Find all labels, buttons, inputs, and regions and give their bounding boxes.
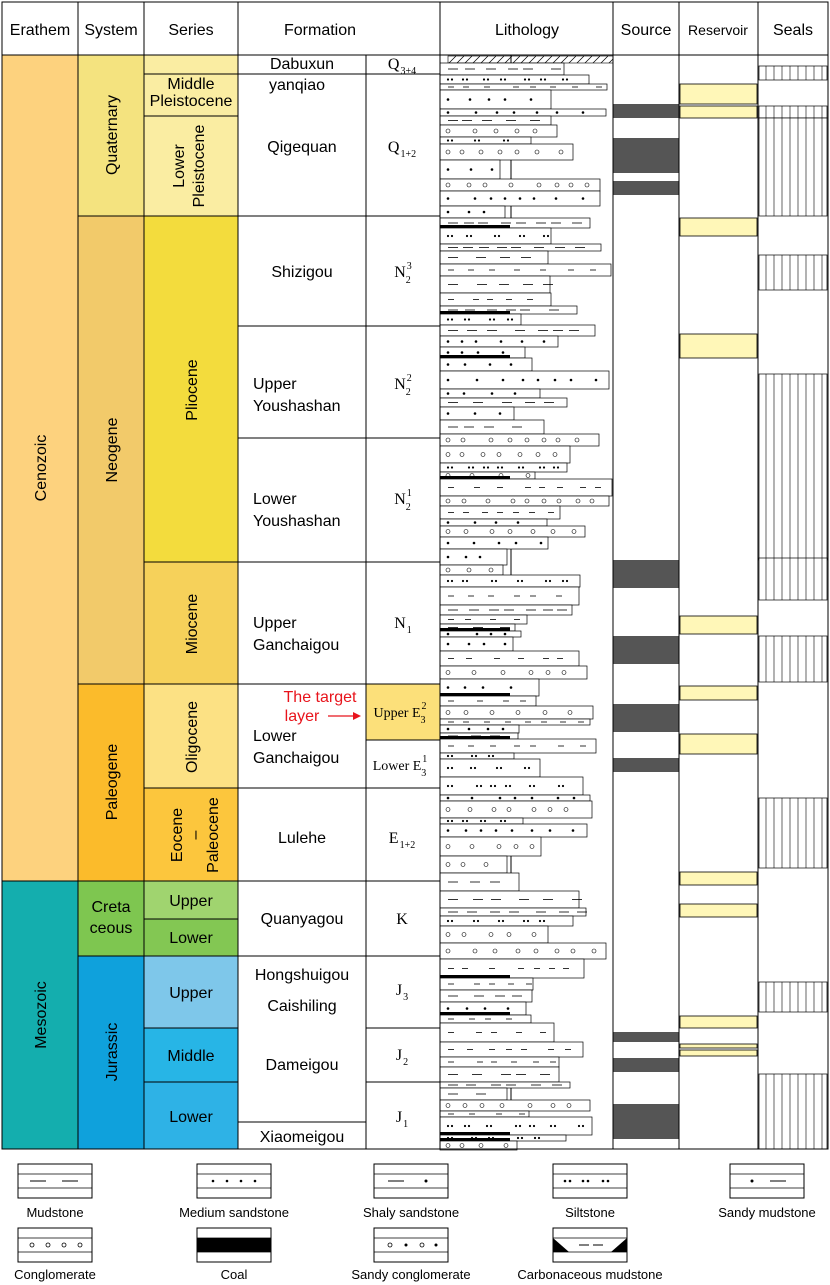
seal-bar [759, 106, 827, 118]
formation-hongshuigou: Hongshuigou [254, 967, 350, 984]
reservoir-intervals [680, 84, 757, 1056]
litho-bed [440, 624, 515, 631]
litho-bed [440, 733, 518, 739]
litho-bed [440, 706, 593, 719]
litho-bed [440, 276, 553, 293]
seal-intervals [759, 66, 827, 1149]
litho-bed [440, 753, 514, 759]
legend-label: Coal [220, 1267, 248, 1282]
series-eocene-paleocene-label: Eocene–Paleocene [169, 797, 222, 873]
legend-item-mud [18, 1164, 92, 1198]
formation-yanqiao: yanqiao [268, 77, 326, 94]
reservoir-bar [680, 334, 757, 358]
litho-hatch [448, 56, 613, 63]
source-rock-intervals [613, 104, 679, 1139]
series-lower-pleistocene-label: Lower Pleistocene [171, 124, 208, 208]
symbol-j1: $J_1$ [395, 1109, 409, 1130]
litho-bed [440, 824, 587, 837]
litho-bed [440, 818, 523, 824]
legend-label: Sandy conglomerate [351, 1267, 471, 1282]
litho-bed [440, 347, 525, 358]
litho-bed [440, 137, 531, 144]
formation-lower-ganchaigou: Lower Ganchaigou [253, 728, 340, 767]
seal-bar [759, 118, 827, 216]
legend-label: Sandy mudstone [718, 1205, 816, 1220]
header-source: Source [620, 22, 672, 39]
coal-seam [440, 1138, 510, 1141]
source-bar [613, 758, 679, 772]
source-bar [613, 104, 679, 118]
symbol-e12: $E_{1+2}$ [388, 830, 416, 851]
system-cretaceous-cell [78, 881, 144, 956]
litho-bed [440, 125, 557, 137]
litho-bed [440, 759, 540, 777]
formation-quanyagou: Quanyagou [260, 911, 344, 928]
lithology-column [440, 55, 613, 1150]
coal-seam [440, 975, 510, 978]
litho-bed [440, 463, 567, 472]
header-erathem: Erathem [9, 22, 71, 39]
legend [14, 1164, 816, 1282]
litho-bed [440, 537, 548, 549]
reservoir-bar [680, 1044, 757, 1048]
series-miocene-label: Miocene [184, 593, 201, 655]
coal-seam [440, 628, 510, 631]
litho-bed [440, 725, 519, 733]
symbol-n22: $N^2$ 2 [394, 373, 412, 398]
series-cret-upper-label: Upper [169, 893, 213, 910]
formation-upper-ganchaigou: Upper Ganchaigou [253, 615, 340, 654]
litho-bed [440, 293, 551, 306]
litho-bed [440, 587, 579, 605]
reservoir-bar [680, 616, 757, 634]
formation-lulehe: Lulehe [277, 830, 327, 847]
legend-item-shaly [374, 1164, 448, 1198]
system-neogene-label: Neogene [104, 417, 121, 483]
litho-bed [440, 631, 521, 637]
symbol-n23: $N^3$ 2 [394, 261, 412, 286]
reservoir-bar [680, 1016, 757, 1028]
series-oligocene-label: Oligocene [184, 700, 201, 774]
system-cretaceous-label: Creta ceous [89, 899, 133, 937]
symbol-q12: $Q_{1+2}$ [387, 139, 417, 160]
legend-label: Shaly sandstone [362, 1205, 460, 1220]
series-jur-middle-label: Middle [167, 1048, 215, 1065]
coal-seam [440, 736, 510, 739]
target-layer-label: The target [283, 689, 357, 706]
litho-bed [440, 479, 612, 496]
formation-caishiling: Caishiling [267, 998, 337, 1015]
coal-seam [440, 476, 510, 479]
litho-bed [440, 325, 595, 336]
litho-bed [440, 891, 582, 908]
series-pliocene-label: Pliocene [184, 359, 201, 421]
reservoir-bar [680, 1050, 757, 1056]
seal-bar [759, 636, 827, 682]
coal-seam [440, 225, 510, 228]
legend-item-cong [18, 1228, 92, 1262]
litho-bed [440, 472, 535, 479]
litho-bed [440, 251, 548, 264]
litho-bed [440, 959, 584, 978]
litho-bed [440, 84, 607, 90]
litho-bed [440, 1082, 570, 1088]
litho-bed [440, 651, 579, 666]
litho-bed [440, 1023, 554, 1042]
litho-bed [440, 389, 540, 398]
symbol-n1: $N_1$ [394, 615, 412, 636]
symbol-n21: $N^1$ 2 [394, 488, 412, 513]
reservoir-bar [680, 106, 757, 118]
header-lithology: Lithology [494, 22, 560, 39]
litho-bed [440, 218, 590, 228]
litho-bed [440, 206, 505, 218]
source-bar [613, 636, 679, 664]
litho-bed [440, 1117, 592, 1135]
legend-item-sandcong [374, 1228, 448, 1262]
litho-bed [440, 496, 609, 506]
header-series: Series [168, 22, 214, 39]
litho-bed [440, 306, 577, 314]
legend-label: Siltstone [565, 1205, 615, 1220]
erathem-cenozoic-label: Cenozoic [33, 434, 50, 502]
litho-bed [440, 549, 507, 565]
litho-bed [440, 244, 601, 251]
coal-seam [440, 693, 510, 696]
litho-bed [440, 1111, 529, 1117]
erathem-mesozoic-label: Mesozoic [33, 981, 50, 1049]
formation-dameigou: Dameigou [265, 1057, 339, 1074]
litho-bed [440, 314, 521, 325]
formation-symbols [373, 56, 428, 1130]
source-bar [613, 1058, 679, 1072]
legend-item-silt [553, 1164, 627, 1198]
formation-dabuxun: Dabuxun [269, 56, 335, 73]
header-reservoir: Reservoir [688, 22, 748, 38]
reservoir-bar [680, 734, 757, 754]
litho-bed [440, 739, 596, 753]
system-quaternary-label: Quaternary [104, 94, 121, 176]
litho-bed [440, 519, 547, 526]
source-bar [613, 138, 679, 173]
litho-bed [440, 801, 592, 818]
reservoir-bar [680, 872, 757, 885]
formation-xiaomeigou: Xiaomeigou [259, 1129, 345, 1146]
symbol-j2: $J_2$ [395, 1047, 409, 1068]
series-jur-lower-label: Lower [169, 1109, 213, 1126]
series-top-cell [144, 55, 238, 74]
coal-seam [440, 1132, 510, 1135]
litho-bed [440, 679, 539, 696]
reservoir-bar [680, 904, 757, 917]
reservoir-bar [680, 686, 757, 700]
reservoir-bar [680, 218, 757, 236]
litho-bed [440, 336, 558, 347]
symbol-e32: Upper $E^2$ 3 [373, 701, 427, 726]
litho-bed [440, 666, 587, 679]
legend-label: Carbonaceous mudstone [517, 1267, 663, 1282]
target-arrow [328, 712, 361, 720]
coal-seam [440, 355, 510, 358]
source-bar [613, 1032, 679, 1042]
litho-bed [440, 63, 564, 75]
litho-bed [440, 90, 551, 109]
litho-bed [440, 856, 507, 873]
legend-item-med [197, 1164, 271, 1198]
series-jur-upper-label: Upper [169, 985, 213, 1002]
litho-bed [440, 116, 551, 125]
litho-bed [440, 358, 532, 371]
formation-shizigou: Shizigou [271, 264, 333, 281]
litho-bed [440, 637, 513, 651]
header-formation: Formation [283, 22, 357, 39]
litho-bed [440, 160, 500, 179]
source-bar [613, 181, 679, 195]
litho-bed [440, 1042, 583, 1057]
litho-bed [440, 191, 600, 206]
legend-item-coal [197, 1228, 271, 1262]
litho-bed [440, 777, 583, 795]
litho-bed [440, 75, 589, 84]
litho-bed [440, 943, 606, 959]
seal-bar [759, 374, 827, 560]
seal-bar [759, 66, 827, 80]
header-seals: Seals [772, 22, 814, 39]
litho-bed [440, 446, 570, 463]
litho-bed [440, 978, 533, 990]
symbol-q34: $Q_{3+4}$ [387, 56, 417, 77]
litho-bed [440, 575, 580, 587]
litho-bed [440, 1067, 559, 1082]
series-cret-lower-label: Lower [169, 930, 213, 947]
litho-bed [440, 908, 587, 916]
source-bar [613, 560, 679, 588]
litho-bed [440, 565, 503, 575]
litho-bed [440, 719, 590, 725]
litho-bed [440, 420, 544, 434]
litho-bed [440, 1088, 507, 1100]
litho-bed [440, 1002, 526, 1015]
litho-bed [440, 179, 600, 191]
litho-bed [440, 228, 551, 244]
litho-bed [440, 837, 541, 856]
litho-bed [440, 407, 514, 420]
formation-upper-youshashan: Upper Youshashan [253, 376, 341, 415]
legend-label: Mudstone [26, 1205, 84, 1220]
litho-bed [440, 990, 532, 1002]
litho-bed [440, 873, 519, 891]
symbol-e31: Lower $E^1$ 3 [372, 754, 428, 779]
header-system: System [84, 22, 138, 39]
litho-bed [440, 615, 527, 624]
litho-bed [440, 109, 606, 116]
coal-seam [440, 1012, 510, 1015]
legend-label: Conglomerate [14, 1267, 96, 1282]
litho-bed [440, 371, 609, 389]
litho-bed [440, 1015, 531, 1023]
seal-bar [759, 798, 827, 868]
reservoir-bar [680, 84, 757, 104]
system-paleogene-label: Paleogene [104, 743, 121, 821]
target-layer-label-2: layer [284, 708, 320, 725]
coal-seam [440, 311, 510, 314]
litho-bed [440, 434, 599, 446]
litho-bed [440, 1057, 559, 1067]
seal-bar [759, 1074, 827, 1149]
series-middle-pleistocene-label: Middle Pleistocene [149, 76, 233, 110]
litho-bed [440, 605, 572, 615]
system-jurassic-label: Jurassic [104, 1022, 121, 1082]
symbol-j3: $J_3$ [395, 982, 409, 1003]
litho-bed [440, 795, 590, 801]
legend-item-sandymud [730, 1164, 804, 1198]
seal-bar [759, 255, 827, 290]
litho-bed [440, 696, 536, 706]
seal-bar [759, 558, 827, 600]
source-bar [613, 704, 679, 732]
legend-label: Medium sandstone [179, 1205, 289, 1220]
litho-bed [440, 144, 573, 160]
litho-bed [440, 1100, 590, 1111]
source-bar [613, 1104, 679, 1139]
formation-lower-youshashan: Lower Youshashan [253, 491, 341, 530]
formation-qigequan: Qigequan [267, 139, 337, 156]
litho-bed [440, 526, 585, 537]
litho-bed [440, 916, 573, 926]
litho-bed [440, 264, 611, 276]
litho-bed [440, 1135, 566, 1141]
litho-bed [440, 926, 548, 943]
legend-item-carb [553, 1228, 627, 1262]
litho-bed [440, 398, 567, 407]
seal-bar [759, 982, 827, 1012]
symbol-k: K [396, 911, 408, 928]
litho-bed [440, 506, 560, 519]
